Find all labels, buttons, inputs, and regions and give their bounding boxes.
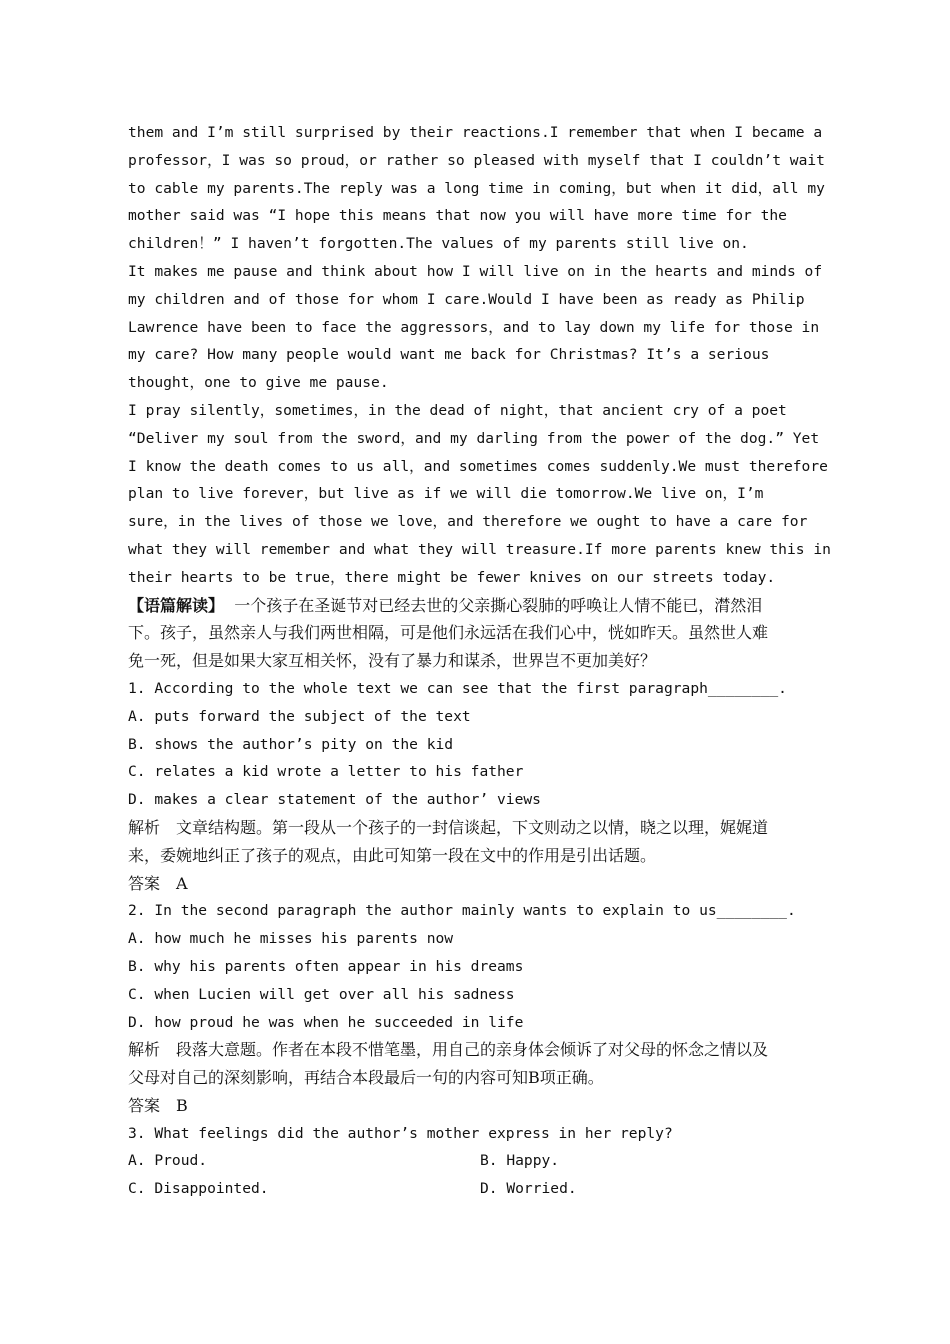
analysis: 解析 段落大意题。作者在本段不惜笔墨，用自己的亲身体会倾诉了对父母的怀念之情以及	[128, 1040, 769, 1060]
options-row	[128, 1175, 818, 1203]
question-stem: 3. What feelings did the author’s mother express in her reply?	[128, 1124, 673, 1142]
option-a: A. Proud.	[128, 1152, 208, 1170]
passage-line: Lawrence have been to face the aggressors，and to lay down my life for those in	[128, 318, 820, 336]
analysis: 解析 文章结构题。第一段从一个孩子的一封信谈起，下文则动之以情，晓之以理，娓娓道	[128, 817, 769, 837]
reading-summary	[128, 592, 818, 675]
analysis: 父母对自己的深刻影响，再结合本段最后一句的内容可知B项正确。	[128, 1068, 604, 1088]
passage-line: my children and of those for whom I care.Would I have been as ready as Philip	[128, 290, 805, 308]
passage-line: children！” I haven’t forgotten.The values of my parents still live on.	[128, 235, 749, 253]
reading-summary-text: 免一死，但是如果大家互相关怀，没有了暴力和谋杀，世界岂不更加美好？	[128, 651, 657, 671]
passage-line: I pray silently，sometimes，in the dead of night，that ancient cry of a poet	[128, 401, 787, 419]
analysis: 来，委婉地纠正了孩子的观点，由此可知第一段在文中的作用是引出话题。	[128, 845, 657, 865]
reading-summary-text: 下。孩子，虽然亲人与我们两世相隔，可是他们永远活在我们心中，恍如昨天。虽然世人难	[128, 623, 769, 643]
answer: 答案 B	[128, 1095, 188, 1115]
passage-line: professor，I was so proud，or rather so pleased with myself that I couldn’t wait	[128, 151, 825, 169]
passage-line: my care? How many people would want me back for Christmas? It’s a serious	[128, 346, 770, 364]
option-c: C. when Lucien will get over all his sadness	[128, 985, 515, 1003]
passage-line: their hearts to be true，there might be fewer knives on our streets today.	[128, 568, 776, 586]
document-page	[128, 119, 831, 1203]
passage-line: them and I’m still surprised by their reactions.I remember that when I became a	[128, 124, 823, 141]
option-b: B. shows the author’s pity on the kid	[128, 735, 454, 753]
passage-line: I know the death comes to us all，and sometimes comes suddenly.We must therefore	[128, 457, 828, 475]
passage-line: “Deliver my soul from the sword，and my darling from the power of the dog.” Yet	[128, 429, 820, 447]
option-b: B. why his parents often appear in his dreams	[128, 957, 524, 975]
option-d: D. makes a clear statement of the author’ views	[128, 791, 541, 809]
option-d: D. Worried.	[480, 1180, 577, 1198]
options-row	[128, 1147, 818, 1175]
answer: 答案 A	[128, 873, 188, 893]
option-c: C. relates a kid wrote a letter to his father	[128, 763, 524, 781]
passage-line: sure，in the lives of those we love，and therefore we ought to have a care for	[128, 513, 808, 531]
question-3	[128, 1120, 818, 1203]
question-1	[128, 675, 818, 897]
option-a: A. puts forward the subject of the text	[128, 707, 471, 725]
passage-line: to cable my parents.The reply was a long time in coming，but when it did，all my	[128, 179, 825, 197]
option-a: A. how much he misses his parents now	[128, 930, 454, 948]
reading-summary-text: 一个孩子在圣诞节对已经去世的父亲撕心裂肺的呼唤让人情不能已，潸然泪	[234, 595, 763, 615]
passage-line: thought，one to give me pause.	[128, 374, 389, 392]
question-stem: 1. According to the whole text we can see that the first paragraph________.	[128, 679, 787, 697]
question-2	[128, 897, 818, 1119]
passage-line: mother said was “I hope this means that now you will have more time for the	[128, 207, 787, 225]
option-d: D. how proud he was when he succeeded in life	[128, 1013, 524, 1031]
reading-summary-label: 【语篇解读】	[128, 595, 225, 615]
question-stem: 2. In the second paragraph the author mainly wants to explain to us________.	[128, 902, 796, 920]
passage-line: plan to live forever，but live as if we will die tomorrow.We live on，I’m	[128, 485, 764, 503]
passage-line: It makes me pause and think about how I will live on in the hearts and minds of	[128, 262, 823, 280]
option-c: C. Disappointed.	[128, 1180, 269, 1198]
passage-line: what they will remember and what they will treasure.If more parents knew this in	[128, 540, 831, 558]
option-b: B. Happy.	[480, 1152, 560, 1170]
passage	[128, 119, 831, 592]
